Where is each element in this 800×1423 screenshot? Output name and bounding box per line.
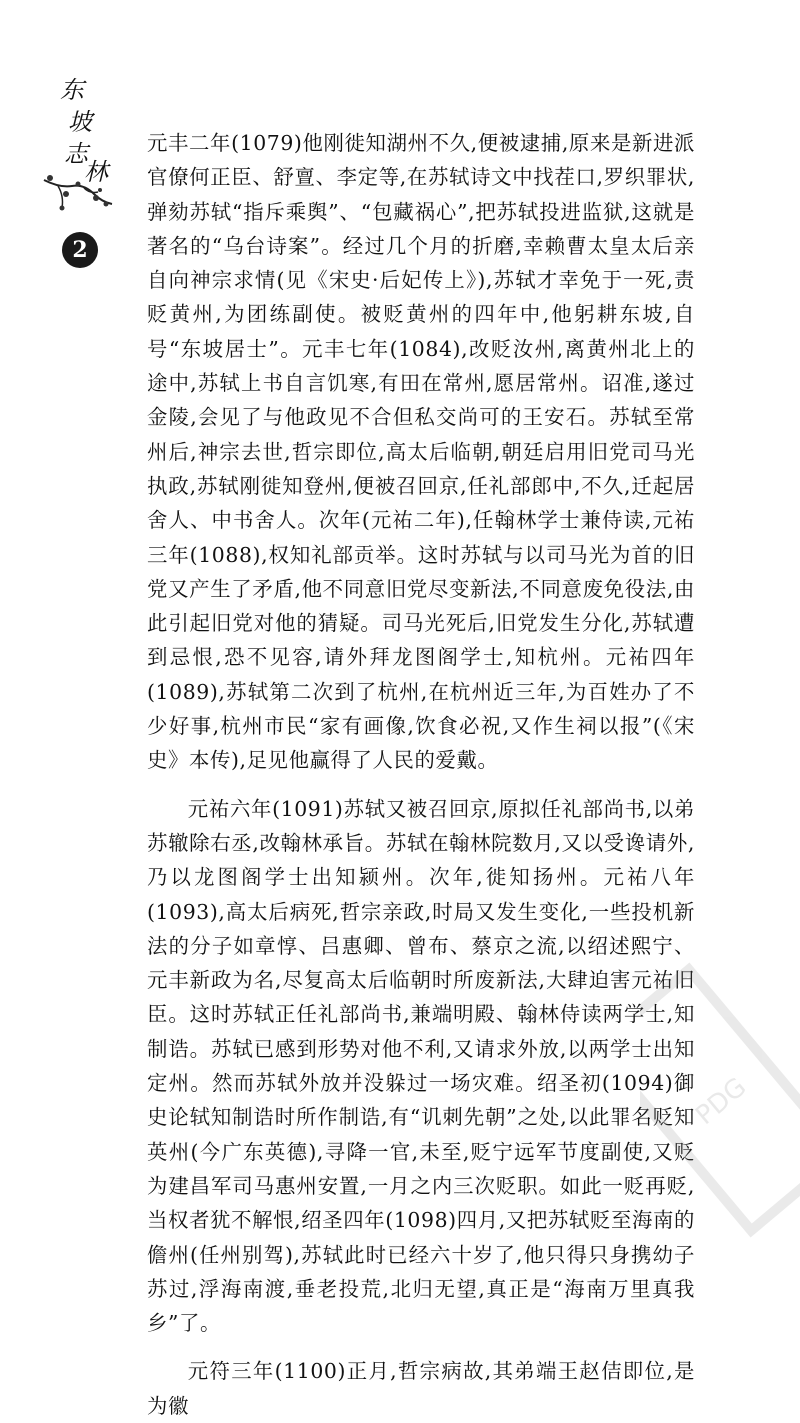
page-number-badge [62, 232, 98, 268]
logo-char-3: 志 [64, 140, 88, 168]
watermark-text: PDG [690, 1072, 753, 1131]
page-number: 2 [72, 237, 88, 263]
paragraph-3: 元符三年(1100)正月,哲宗病故,其弟端王赵佶即位,是为徽 [147, 1359, 695, 1418]
book-title-logo [38, 62, 116, 222]
logo-char-1: 东 [60, 76, 84, 104]
logo-char-2: 坡 [68, 108, 92, 136]
paragraph-2: 元祐六年(1091)苏轼又被召回京,原拟任礼部尚书,以弟苏辙除右丞,改翰林承旨。苏轼在翰林院数月,又以受谗请外,乃以龙图阁学士出知颍州。次年,徙知扬州。元祐八年(1093),高太后病死,哲宗亲政,时局又发生变化,一些投机新法的分子如章惇、吕惠卿、曾布、蔡京之流,以绍述熙宁、元丰新政为名,尽复高太后临朝时所废新法,大肆迫害元祐旧臣。这时苏轼正任礼部尚书,兼端明殿、翰林侍读两学士,知制诰。苏轼已感到形势对他不利,又请求外放,以两学士出知定州。然而苏轼外放并没躲过一场灾难。绍圣初(1094)御史论轼知制诰时所作制诰,有“讥刺先朝”之处,以此罪名贬知英州(今广东英德),寻降一官,未至,贬宁远军节度副使,又贬为建昌军司马惠州安置,一月之内三次贬职。如此一贬再贬,当权者犹不解恨,绍圣四年(1098)四月,又把苏轼贬至海南的儋州(任州别驾),苏轼此时已经六十岁了,他只得只身携幼子苏过,浮海南渡,垂老投荒,北归无望,真正是“海南万里真我乡”了。 [147, 796, 695, 1336]
paragraph-1: 元丰二年(1079)他刚徙知湖州不久,便被逮捕,原来是新进派官僚何正臣、舒亶、李定等,在苏轼诗文中找茬口,罗织罪状,弹劾苏轼“指斥乘舆”、“包藏祸心”,把苏轼投进监狱,这就是著名的“乌台诗案”。经过几个月的折磨,幸赖曹太皇太后亲自向神宗求情(见《宋史·后妃传上》),苏轼才幸免于一死,责贬黄州,为团练副使。被贬黄州的四年中,他躬耕东坡,自号“东坡居士”。元丰七年(1084),改贬汝州,离黄州北上的途中,苏轼上书自言饥寒,有田在常州,愿居常州。诏准,遂过金陵,会见了与他政见不合但私交尚可的王安石。苏轼至常州后,神宗去世,哲宗即位,高太后临朝,朝廷启用旧党司马光执政,苏轼刚徙知登州,便被召回京,任礼部郎中,不久,迁起居舍人、中书舍人。次年(元祐二年),任翰林学士兼侍读,元祐三年(1088),权知礼部贡举。这时苏轼与以司马光为首的旧党又产生了矛盾,他不同意旧党尽变新法,不同意废免役法,由此引起旧党对他的猜疑。司马光死后,旧党发生分化,苏轼遭到忌恨,恐不见容,请外拜龙图阁学士,知杭州。元祐四年(1089),苏轼第二次到了杭州,在杭州近三年,为百姓办了不少好事,杭州市民“家有画像,饮食必祝,又作生祠以报”(《宋史》本传),足见他赢得了人民的爱戴。 [147, 131, 695, 773]
plum-branch-calligraphy-icon [38, 62, 116, 222]
logo-char-4: 林 [84, 158, 108, 186]
main-text [147, 126, 695, 1423]
